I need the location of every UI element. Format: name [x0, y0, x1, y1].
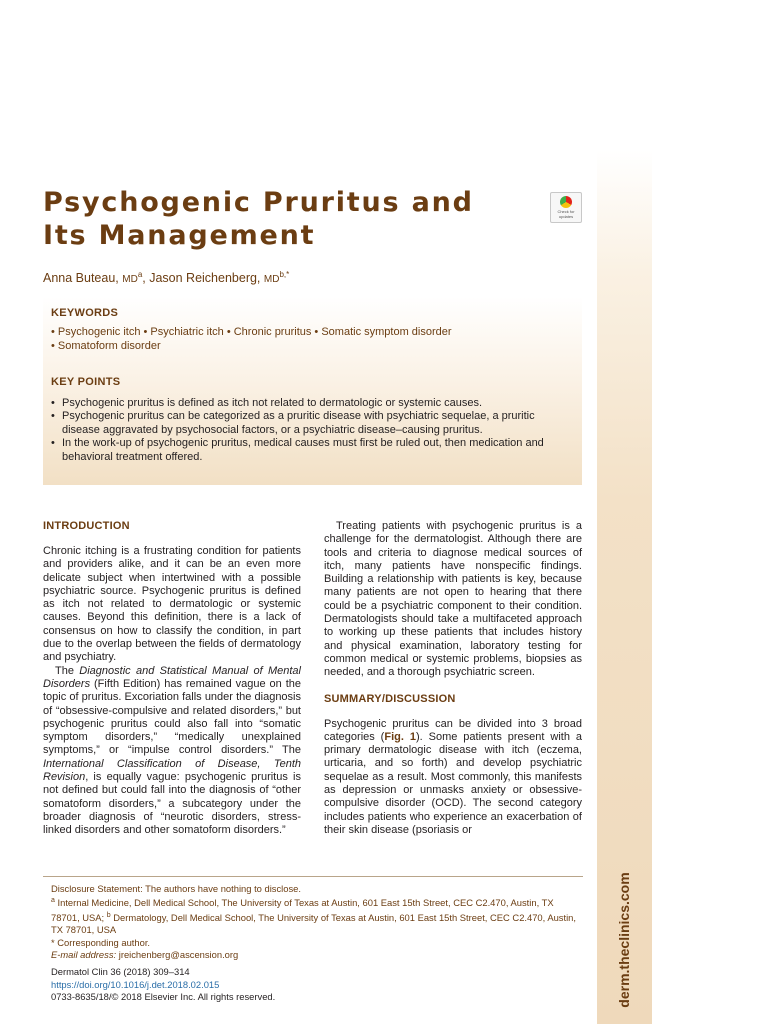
- keywords-heading: KEYWORDS: [51, 307, 119, 319]
- text-run: ). Some patients present with a primary dermatologic disease with itch (eczema, urticaria, and so forth) and develop psychiatric sequelae as a result. Most commonly, this manifests as depression or unmasks anxiety or obsessive-compulsive disorder (OCD). The second category includes patients who experience an exacerbation of their skin disease (psoriasis or: [324, 730, 582, 836]
- affiliation-b: Dermatology, Dell Medical School, The University of Texas at Austin, 601 East 15th Street, CEC C2.470, Austin, TX 78701, USA: [51, 912, 577, 936]
- affiliation-a: Internal Medicine, Dell Medical School, The University of Texas at Austin, 601 East 15th Street, CEC C2.470, Austin, TX 78701, USA;: [51, 897, 554, 924]
- introduction-paragraph-3: Treating patients with psychogenic pruritus is a challenge for the dermatologist. Although there are tools and criteria to diagnose medical sources of itch, many patients have nonspecific findings. Building a relationship with patients is key, because many patients are not open to hearing that there could be a psychiatric component to their condition. Dermatologists should take a multifaceted approach to working up these patients that includes history and physical examination, laboratory testing for common medical or systemic problems, biopsies as needed, and a thorough psychiatric screen.: [324, 520, 582, 679]
- summary-paragraph-1: [324, 718, 582, 838]
- author-line: Anna Buteau, $MD^a$, Jason Reichenberg, $MD^{b,*}$: [43, 270, 290, 286]
- figure-1-link[interactable]: Fig. 1: [384, 730, 416, 743]
- journal-site-url[interactable]: derm.theclinics.com: [616, 872, 632, 1008]
- article-title-line-2: Its Management: [43, 220, 316, 251]
- copyright-line: 0733-8635/18/© 2018 Elsevier Inc. All rights reserved.: [51, 991, 276, 1003]
- key-point-item: • In the work-up of psychogenic pruritus, medical causes must first be ruled out, then medication and behavioral treatment offered.: [51, 437, 571, 464]
- citation-block: [51, 966, 275, 1004]
- text-run: , is equally vague: psychogenic pruritus is not defined but could fall into the diagnosis of “other somatoform disorders,” a subcategory under the broader diagnosis of “neurotic disorders, stress-linked disorders and other somatoform disorders.”: [43, 771, 301, 837]
- footnotes: [51, 883, 581, 962]
- disclosure-statement: Disclosure Statement: The authors have nothing to disclose.: [51, 883, 301, 894]
- icd-title: International Classification of Disease, Tenth Revision: [43, 757, 301, 784]
- author-1-degree: MD: [122, 274, 138, 286]
- key-point-item: • Psychogenic pruritus can be categorized as a pruritic disease with psychiatric sequelae, a pruritic disease aggravated by psychosocial factors, or a psychiatric disease–causing pruritus.: [51, 410, 571, 437]
- footnote-divider: [43, 876, 583, 877]
- affiliation-b-mark: b: [106, 911, 111, 919]
- introduction-paragraph-2: [43, 665, 301, 838]
- introduction-heading: INTRODUCTION: [43, 520, 130, 532]
- key-points-list: [51, 397, 571, 464]
- right-column: [324, 520, 582, 837]
- check-for-updates-button[interactable]: [550, 192, 582, 223]
- corresponding-author: * Corresponding author.: [51, 936, 151, 948]
- introduction-paragraph-1: Chronic itching is a frustrating condition for patients and providers alike, and it can be an even more delicate subject when intertwined with a possible psychiatric source. Psychogenic pruritus is defined as itch not related to dermatologic or systemic causes. Beyond this definition, there is a lack of consensus on how to classify the condition, in part due to the overlap between the fields of dermatology and psychiatry.: [43, 545, 301, 664]
- check-updates-label: Check for updates: [557, 209, 575, 219]
- check-updates-icon: [560, 196, 572, 208]
- keywords-line-1: • Psychogenic itch • Psychiatric itch • Chronic pruritus • Somatic symptom disorder: [51, 326, 452, 338]
- author-2-degree: MD: [263, 274, 280, 286]
- key-points-heading: KEY POINTS: [51, 376, 121, 388]
- keywords-line-2: • Somatoform disorder: [51, 340, 161, 352]
- email-line: [51, 949, 581, 961]
- affiliation-a-mark: a: [51, 897, 55, 905]
- author-1-affiliation-mark: a: [137, 270, 143, 279]
- left-column: [43, 520, 301, 838]
- author-1-name: Anna Buteau,: [43, 271, 119, 286]
- text-run: The: [55, 664, 80, 677]
- email-label: E-mail address:: [51, 949, 117, 961]
- author-2-name: Jason Reichenberg,: [149, 271, 261, 286]
- article-title: [43, 186, 543, 252]
- key-point-item: • Psychogenic pruritus is defined as itch not related to dermatologic or systemic causes.: [51, 397, 571, 410]
- text-run: (Fifth Edition) has remained vague on the topic of pruritus. Excoriation falls under the diagnosis of “obsessive-compulsive and related disorders,” but psychogenic pruritus could also fall into “somatic symptom disorders,” “medically unexplained symptoms,” or “impulse control disorders.” The: [43, 677, 301, 757]
- author-2-affiliation-mark: b,*: [279, 270, 290, 279]
- dsm-title: Diagnostic and Statistical Manual of Mental Disorders: [43, 664, 301, 690]
- summary-heading: SUMMARY/DISCUSSION: [324, 692, 456, 705]
- affiliations: [51, 895, 581, 936]
- doi-link[interactable]: https://doi.org/10.1016/j.det.2018.02.015: [51, 978, 220, 990]
- article-title-line-1: Psychogenic Pruritus and: [43, 187, 474, 218]
- text-run: Psychogenic pruritus can be divided into 3 broad categories (: [324, 717, 582, 743]
- journal-citation: Dermatol Clin 36 (2018) 309–314: [51, 966, 190, 977]
- email-link[interactable]: jreichenberg@ascension.org: [116, 949, 239, 961]
